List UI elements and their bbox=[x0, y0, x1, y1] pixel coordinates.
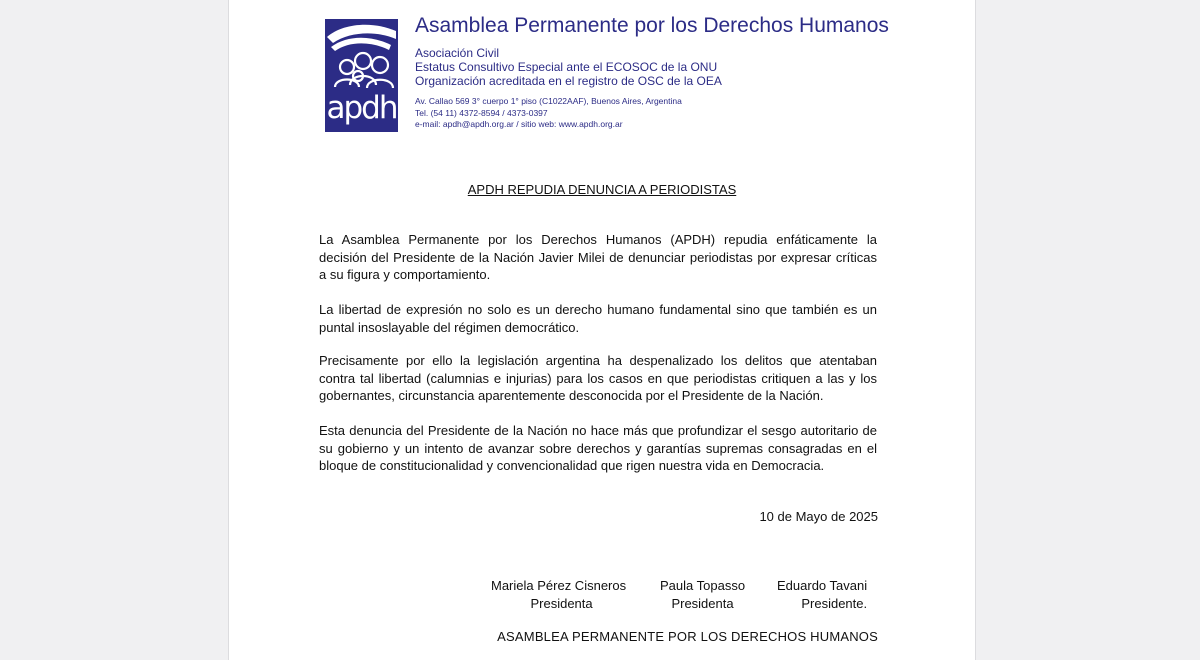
org-contact: e-mail: apdh@apdh.org.ar / sitio web: www.apdh.org.ar bbox=[415, 119, 623, 129]
closing-organization-name: ASAMBLEA PERMANENTE POR LOS DERECHOS HUMANOS bbox=[497, 629, 878, 644]
document-page bbox=[228, 0, 976, 660]
signatory-name: Mariela Pérez Cisneros bbox=[491, 578, 627, 593]
paragraph-3 bbox=[319, 352, 877, 405]
paragraph-line: contra tal libertad (calumnias e injurias) para los casos en que periodistas critiquen a las y los bbox=[319, 370, 877, 386]
org-ecosoc-status: Estatus Consultivo Especial ante el ECOSOC de la ONU bbox=[415, 60, 718, 74]
organization-name: Asamblea Permanente por los Derechos Humanos bbox=[415, 14, 889, 37]
paragraph-4 bbox=[319, 422, 877, 475]
org-oea-accreditation: Organización acreditada en el registro de OSC de la OEA bbox=[415, 74, 722, 88]
paragraph-line: decisión del Presidente de la Nación Javier Milei de denunciar periodistas por expresar críticas bbox=[319, 249, 877, 265]
signatory-role: Presidente. bbox=[801, 595, 868, 611]
org-phone: Tel. (54 11) 4372-8594 / 4373-0397 bbox=[415, 108, 548, 118]
paragraph-1 bbox=[319, 231, 877, 284]
signatory-1 bbox=[491, 577, 626, 612]
org-type: Asociación Civil bbox=[415, 46, 500, 60]
signatory-name: Eduardo Tavani bbox=[777, 578, 868, 593]
paragraph-line: puntal insoslayable del régimen democrático. bbox=[319, 319, 580, 335]
signatory-2 bbox=[660, 577, 745, 612]
paragraph-line: su gobierno y un intento de avanzar sobre derechos y garantías supremas consagradas en el bbox=[319, 440, 877, 456]
document-date: 10 de Mayo de 2025 bbox=[759, 509, 878, 524]
signatory-3 bbox=[777, 577, 867, 612]
signatory-role: Presidenta bbox=[671, 595, 734, 611]
paragraph-line: gobernantes, circunstancia aparentemente desconocida por el Presidente de la Nación. bbox=[319, 388, 824, 404]
paragraph-line: La libertad de expresión no solo es un derecho humano fundamental sino que también es un bbox=[319, 302, 877, 317]
paragraph-line: Precisamente por ello la legislación argentina ha despenalizado los delitos que atentaban bbox=[319, 353, 877, 368]
apdh-logo bbox=[325, 19, 398, 132]
logo-wordmark: apdh bbox=[326, 90, 397, 126]
paragraph-line: a su figura y comportamiento. bbox=[319, 267, 491, 283]
org-address: Av. Callao 569 3° cuerpo 1° piso (C1022AAF), Buenos Aires, Argentina bbox=[415, 96, 682, 106]
document-title: APDH REPUDIA DENUNCIA A PERIODISTAS bbox=[467, 182, 737, 197]
signatory-role: Presidenta bbox=[530, 595, 593, 611]
paragraph-line: bloque de constitucionalidad y convencionalidad que rigen nuestra vida en Democracia. bbox=[319, 458, 825, 474]
paragraph-2 bbox=[319, 301, 877, 336]
signatory-name: Paula Topasso bbox=[660, 578, 746, 593]
paragraph-line: La Asamblea Permanente por los Derechos Humanos (APDH) repudia enfáticamente la bbox=[319, 232, 877, 247]
paragraph-line: Esta denuncia del Presidente de la Nación no hace más que profundizar el sesgo autoritario de bbox=[319, 423, 877, 438]
